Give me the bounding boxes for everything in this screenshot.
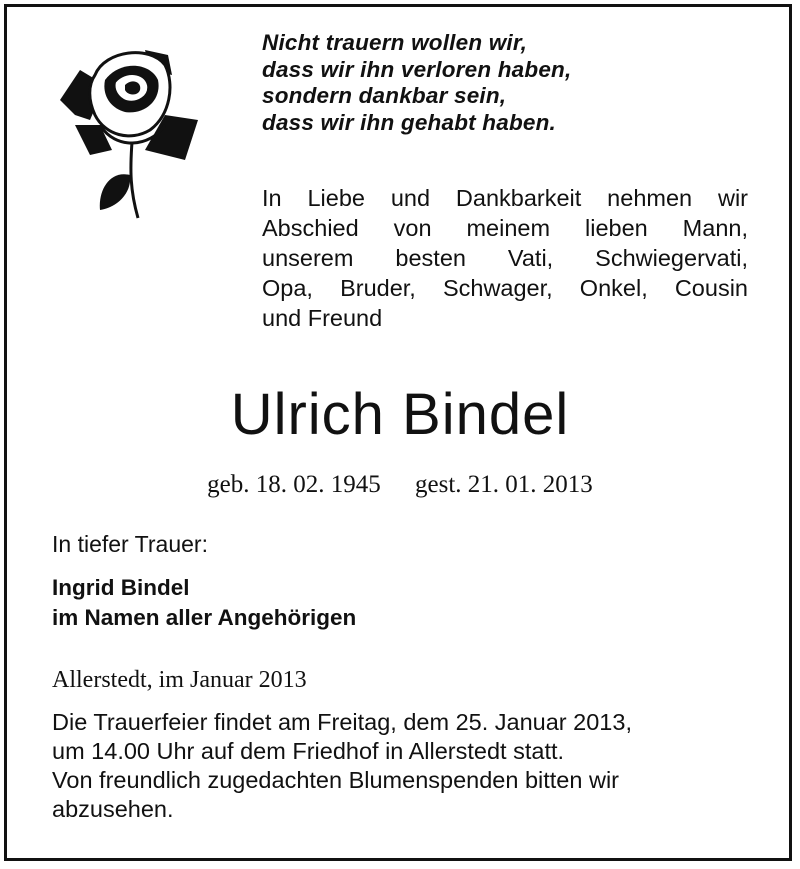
intro-line: und Freund (262, 305, 383, 331)
poem-line: sondern dankbar sein, (262, 83, 507, 108)
deceased-name: Ulrich Bindel (230, 382, 570, 447)
signers (52, 573, 356, 633)
poem-line: dass wir ihn verloren haben, (262, 56, 572, 82)
signer-relatives: im Namen aller Angehörigen (52, 605, 357, 630)
mourning-label: In tiefer Trauer: (52, 531, 208, 557)
service-line: Die Trauerfeier findet am Freitag, dem 25. Januar 2013, (52, 709, 632, 735)
intro-line: Opa, Bruder, Schwager, Onkel, Cousin (262, 275, 748, 301)
poem-quote (262, 30, 571, 136)
death-date: gest. 21. 01. 2013 (415, 471, 593, 498)
service-line: um 14.00 Uhr auf dem Friedhof in Allerstedt statt. (52, 738, 565, 764)
signer-name: Ingrid Bindel (52, 575, 190, 600)
intro-text (262, 183, 748, 333)
rose-icon (50, 30, 200, 220)
service-info (52, 708, 752, 824)
intro-line: unserem besten Vati, Schwiegervati, (262, 245, 748, 271)
birth-date: geb. 18. 02. 1945 (207, 471, 381, 498)
place-date: Allerstedt, im Januar 2013 (52, 667, 307, 693)
poem-line: dass wir ihn gehabt haben. (262, 109, 556, 135)
poem-line: Nicht trauern wollen wir, (262, 30, 528, 55)
service-line: abzusehen. (52, 796, 174, 822)
service-line: Von freundlich zugedachten Blumenspenden bitten wir (52, 767, 619, 793)
life-dates (0, 468, 800, 502)
intro-line: Abschied von meinem lieben Mann, (262, 215, 748, 241)
intro-line: In Liebe und Dankbarkeit nehmen wir (262, 185, 748, 211)
